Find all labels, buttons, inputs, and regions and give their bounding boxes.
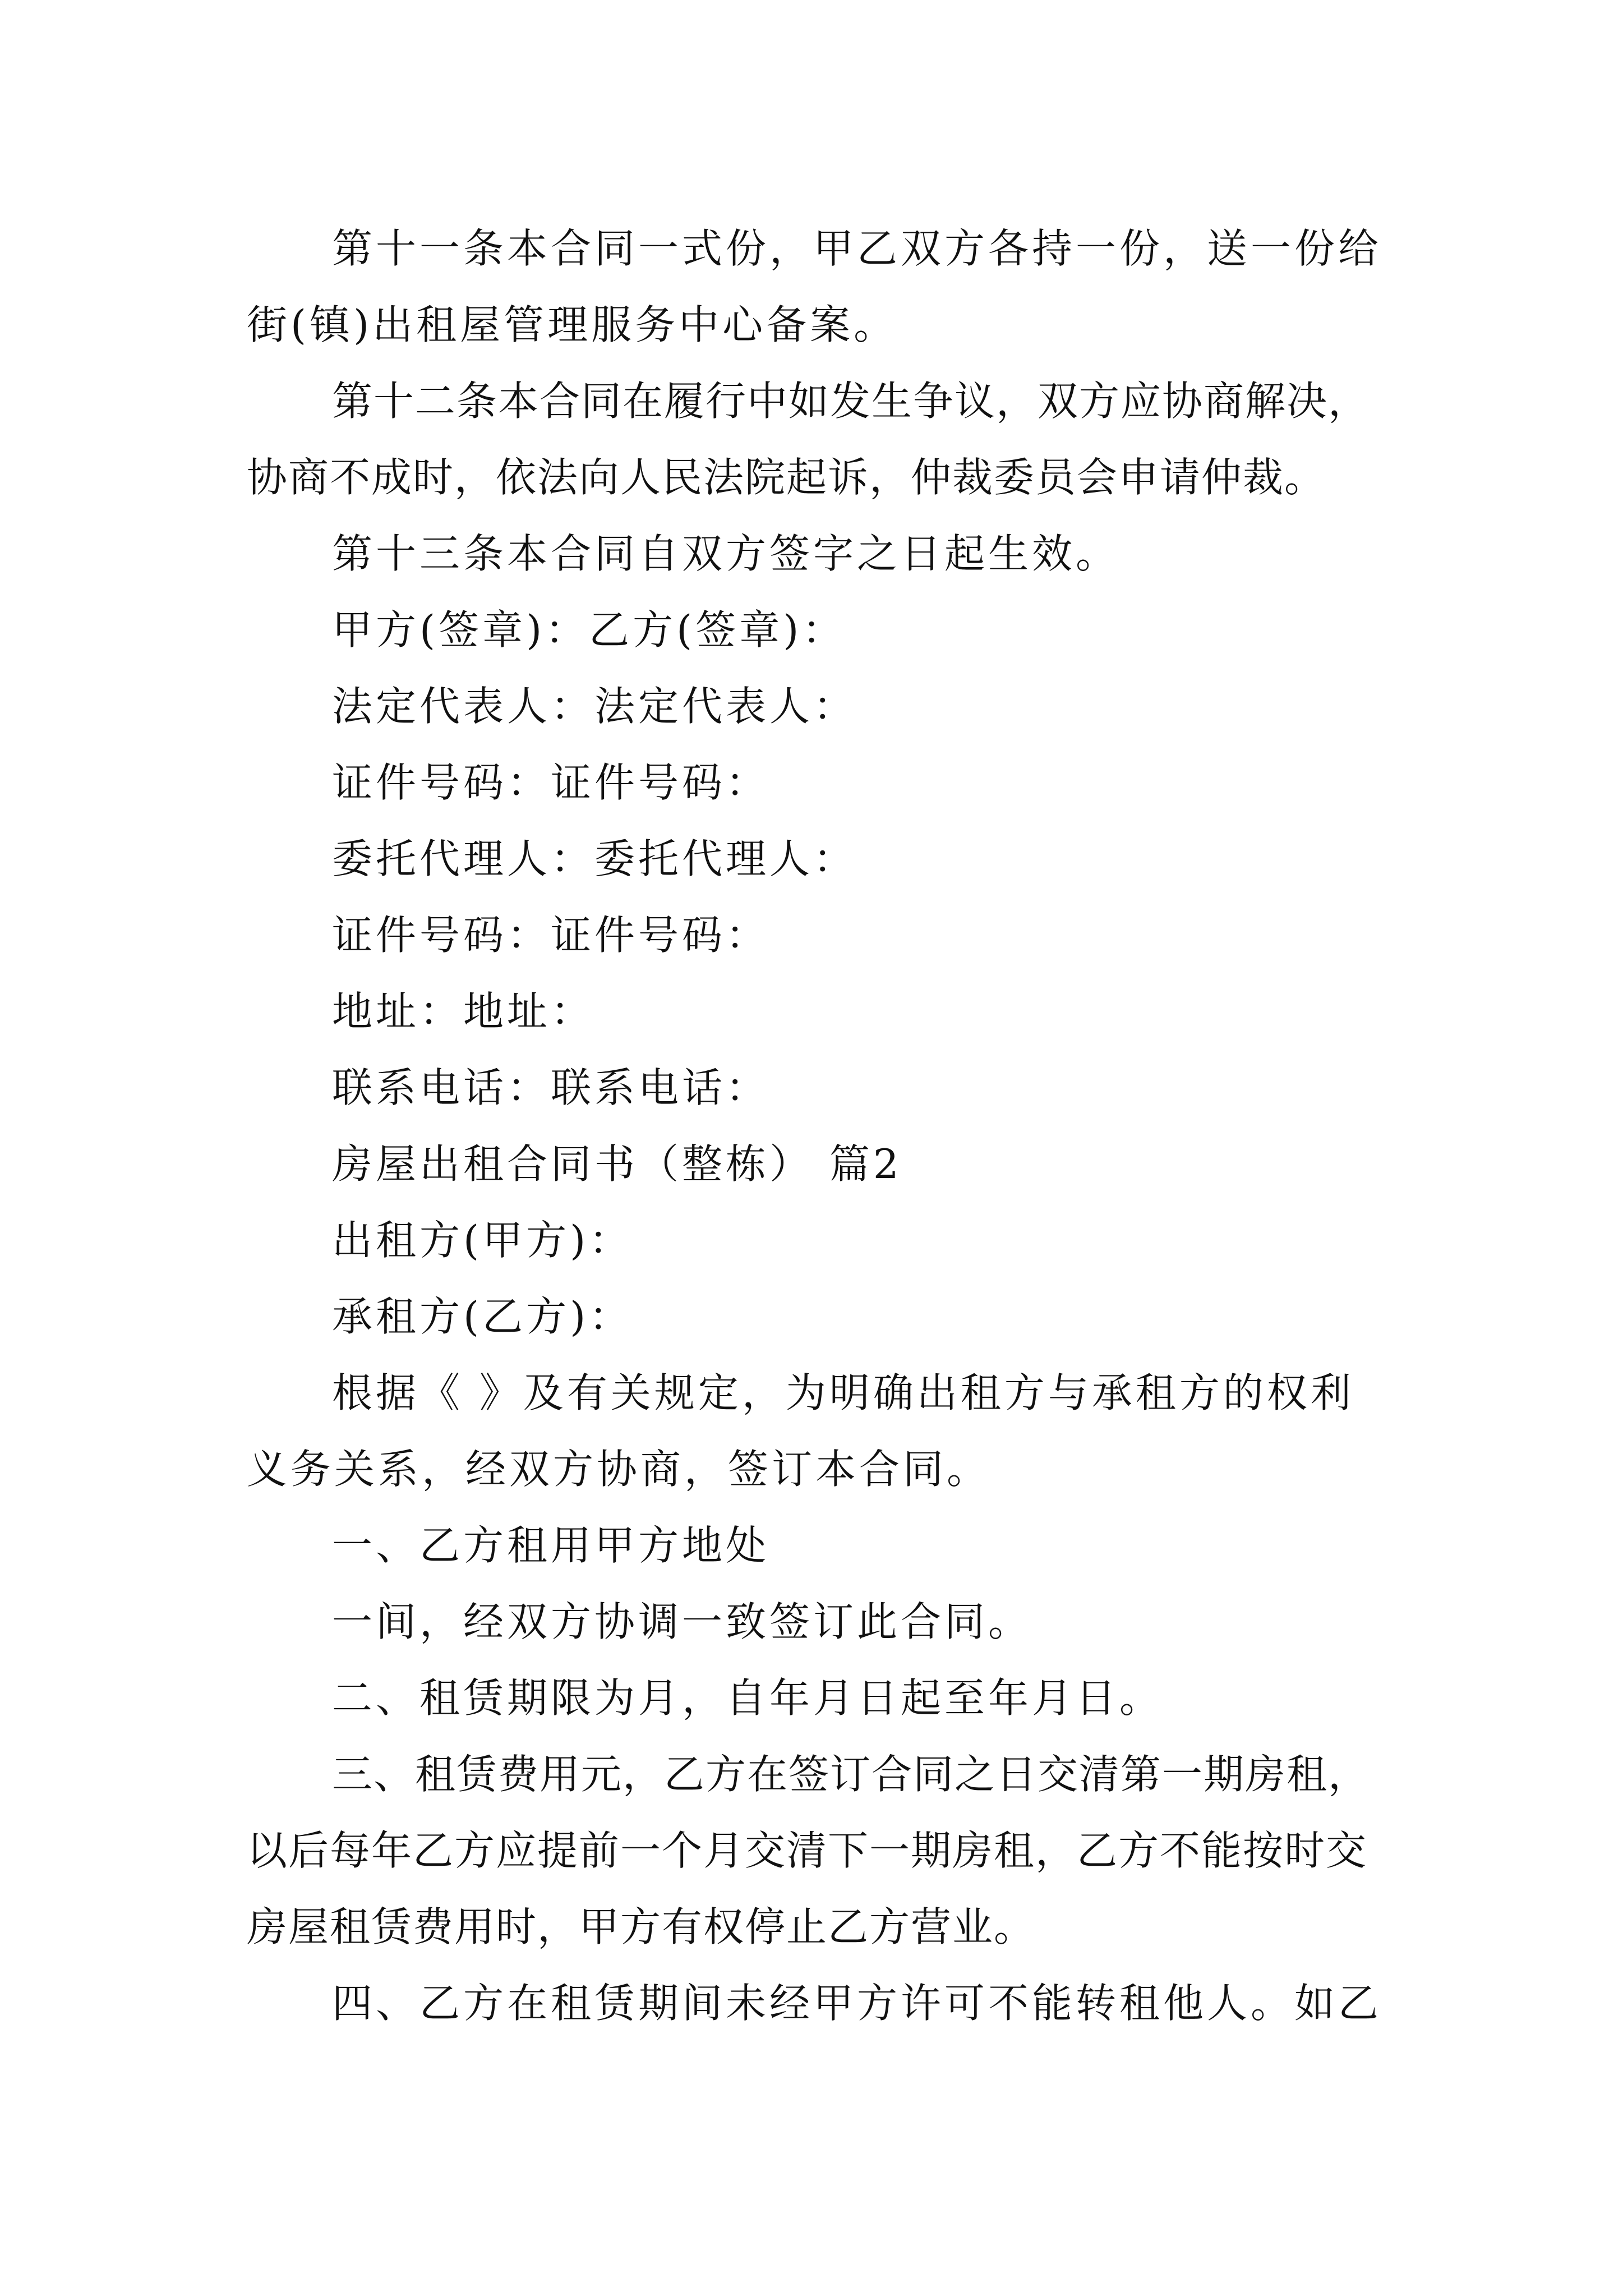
signature-line-party: 甲方(签章)：乙方(签章)：: [332, 606, 846, 654]
paragraph-preamble: 根据《 》及有关规定，为明确出租方与承租方的权利义务关系，经双方协商，签订本合同。: [247, 1369, 1354, 1493]
signature-line-agent-id-number: 证件号码：证件号码：: [332, 912, 770, 959]
lessor-line: 出租方(甲方)：: [332, 1217, 633, 1264]
document-body: [247, 210, 1391, 2041]
lessee-line: 承租方(乙方)：: [332, 1293, 633, 1340]
paragraph-article-12: 第十二条本合同在履行中如发生争议，双方应协商解决，协商不成时，依法向人民法院起诉，仲裁委员会申请仲裁。: [247, 378, 1370, 501]
signature-line-id-number: 证件号码：证件号码：: [332, 759, 770, 806]
paragraph-article-11: 第十一条本合同一式份，甲乙双方各持一份，送一份给街(镇)出租屋管理服务中心备案。: [247, 225, 1382, 348]
section-title: 房屋出租合同书（整栋） 篇2: [332, 1140, 902, 1188]
paragraph-clause-1-cont: 一间，经双方协调一致签订此合同。: [332, 1598, 1032, 1645]
signature-line-legal-representative: 法定代表人：法定代表人：: [332, 683, 857, 730]
signature-line-phone: 联系电话：联系电话：: [332, 1064, 770, 1111]
paragraph-clause-1: 一、乙方租用甲方地处: [332, 1522, 770, 1569]
paragraph-clause-3: 三、租赁费用元，乙方在签订合同之日交清第一期房租，以后每年乙方应提前一个月交清下一期房租，乙方不能按时交房屋租赁费用时，甲方有权停止乙方营业。: [247, 1751, 1370, 1950]
signature-line-agent: 委托代理人：委托代理人：: [332, 835, 857, 882]
paragraph-clause-2: 二、租赁期限为月，自年月日起至年月日。: [332, 1674, 1164, 1722]
signature-line-address: 地址：地址：: [332, 988, 595, 1035]
paragraph-clause-4: 四、乙方在租赁期间未经甲方许可不能转租他人。如乙: [332, 1980, 1382, 2027]
paragraph-article-13: 第十三条本合同自双方签字之日起生效。: [332, 530, 1120, 577]
